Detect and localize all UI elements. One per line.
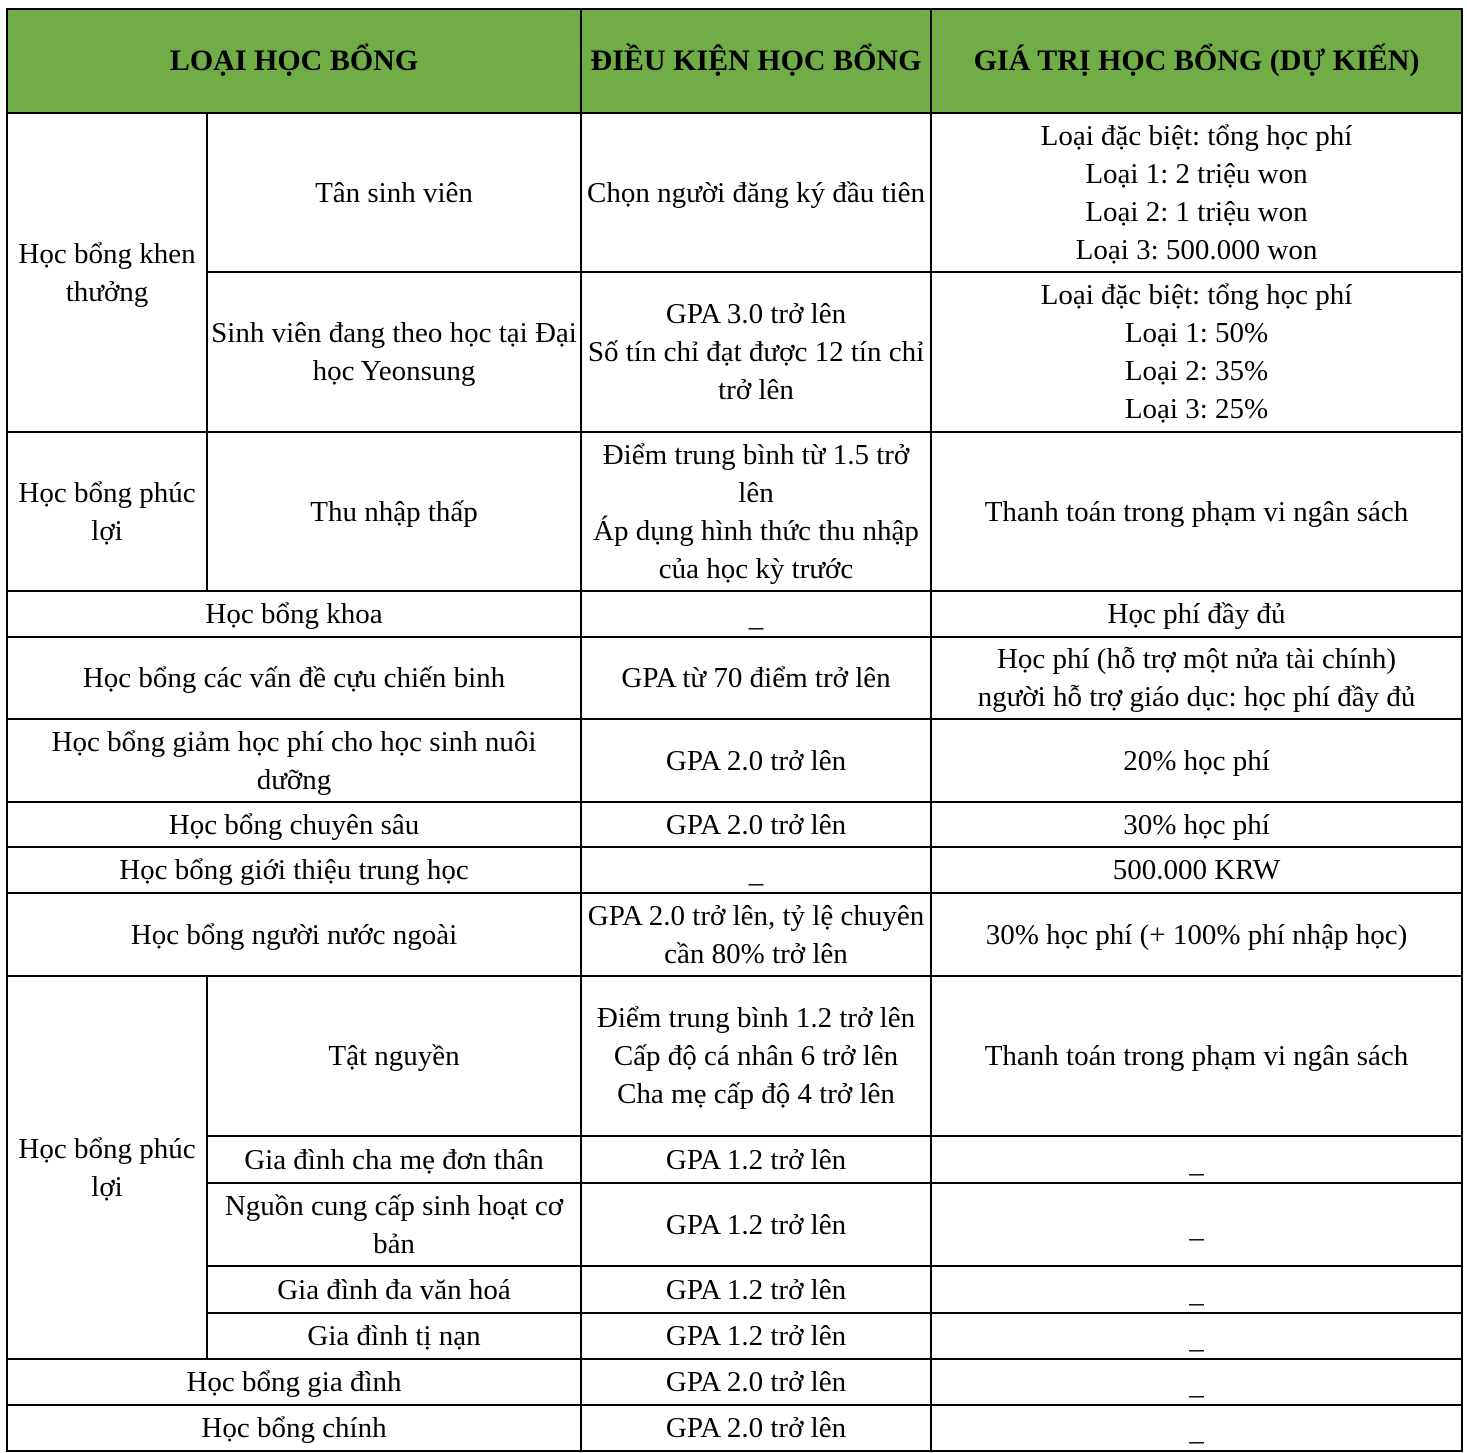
table-row (7, 272, 1462, 432)
condition-cell: Chọn người đăng ký đầu tiên (581, 113, 931, 272)
subtype-cell: Tật nguyền (207, 976, 581, 1136)
value-cell: 500.000 KRW (931, 847, 1462, 893)
condition-cell: GPA 2.0 trở lên (581, 1359, 931, 1405)
subtype-cell: Sinh viên đang theo học tại Đại học Yeonsung (207, 272, 581, 432)
subtype-cell: Thu nhập thấp (207, 432, 581, 591)
value-cell: _ (931, 1266, 1462, 1313)
value-cell: _ (931, 1405, 1462, 1451)
subtype-cell: Tân sinh viên (207, 113, 581, 272)
condition-cell: Điểm trung bình 1.2 trở lên Cấp độ cá nhân 6 trở lên Cha mẹ cấp độ 4 trở lên (581, 976, 931, 1136)
value-cell: Học phí (hỗ trợ một nửa tài chính) người hỗ trợ giáo dục: học phí đầy đủ (931, 637, 1462, 719)
table-row (7, 637, 1462, 719)
value-cell: _ (931, 1359, 1462, 1405)
type-cell: Học bổng giảm học phí cho học sinh nuôi dưỡng (7, 719, 581, 802)
header-row (7, 9, 1462, 113)
table-row (7, 1266, 1462, 1313)
table-row (7, 591, 1462, 637)
group-cell: Học bổng phúc lợi (7, 976, 207, 1359)
condition-cell: Điểm trung bình từ 1.5 trở lên Áp dụng hình thức thu nhập của học kỳ trước (581, 432, 931, 591)
value-cell: Loại đặc biệt: tổng học phí Loại 1: 50% Loại 2: 35% Loại 3: 25% (931, 272, 1462, 432)
condition-cell: GPA 2.0 trở lên (581, 802, 931, 847)
header-condition: ĐIỀU KIỆN HỌC BỔNG (581, 9, 931, 113)
table-row (7, 432, 1462, 591)
condition-cell: GPA 1.2 trở lên (581, 1136, 931, 1183)
condition-cell: GPA 1.2 trở lên (581, 1313, 931, 1359)
scholarship-table (6, 8, 1463, 1452)
value-cell: Thanh toán trong phạm vi ngân sách (931, 976, 1462, 1136)
value-cell: Thanh toán trong phạm vi ngân sách (931, 432, 1462, 591)
header-value: GIÁ TRỊ HỌC BỔNG (DỰ KIẾN) (931, 9, 1462, 113)
condition-cell: GPA từ 70 điểm trở lên (581, 637, 931, 719)
value-cell: _ (931, 1313, 1462, 1359)
condition-cell: _ (581, 847, 931, 893)
subtype-cell: Gia đình cha mẹ đơn thân (207, 1136, 581, 1183)
group-cell: Học bổng khen thưởng (7, 113, 207, 432)
value-cell: Học phí đầy đủ (931, 591, 1462, 637)
type-cell: Học bổng giới thiệu trung học (7, 847, 581, 893)
table-row (7, 719, 1462, 802)
group-cell: Học bổng phúc lợi (7, 432, 207, 591)
condition-cell: GPA 2.0 trở lên (581, 719, 931, 802)
subtype-cell: Gia đình tị nạn (207, 1313, 581, 1359)
table-row (7, 802, 1462, 847)
subtype-cell: Gia đình đa văn hoá (207, 1266, 581, 1313)
header-scholarship-type: LOẠI HỌC BỔNG (7, 9, 581, 113)
type-cell: Học bổng người nước ngoài (7, 893, 581, 976)
table-row (7, 1313, 1462, 1359)
value-cell: 30% học phí (931, 802, 1462, 847)
condition-cell: GPA 3.0 trở lên Số tín chỉ đạt được 12 tín chỉ trở lên (581, 272, 931, 432)
value-cell: _ (931, 1183, 1462, 1266)
type-cell: Học bổng các vấn đề cựu chiến binh (7, 637, 581, 719)
table-row (7, 1405, 1462, 1451)
value-cell: 30% học phí (+ 100% phí nhập học) (931, 893, 1462, 976)
value-cell: 20% học phí (931, 719, 1462, 802)
table-row (7, 113, 1462, 272)
condition-cell: GPA 1.2 trở lên (581, 1266, 931, 1313)
table-row (7, 847, 1462, 893)
condition-cell: GPA 2.0 trở lên (581, 1405, 931, 1451)
table-row (7, 976, 1462, 1136)
condition-cell: GPA 2.0 trở lên, tỷ lệ chuyên cần 80% trở lên (581, 893, 931, 976)
subtype-cell: Nguồn cung cấp sinh hoạt cơ bản (207, 1183, 581, 1266)
condition-cell: GPA 1.2 trở lên (581, 1183, 931, 1266)
table-row (7, 893, 1462, 976)
condition-cell: _ (581, 591, 931, 637)
value-cell: Loại đặc biệt: tổng học phí Loại 1: 2 triệu won Loại 2: 1 triệu won Loại 3: 500.000 won (931, 113, 1462, 272)
value-cell: _ (931, 1136, 1462, 1183)
type-cell: Học bổng chuyên sâu (7, 802, 581, 847)
table-row (7, 1183, 1462, 1266)
type-cell: Học bổng khoa (7, 591, 581, 637)
type-cell: Học bổng gia đình (7, 1359, 581, 1405)
table-row (7, 1359, 1462, 1405)
table-row (7, 1136, 1462, 1183)
type-cell: Học bổng chính (7, 1405, 581, 1451)
